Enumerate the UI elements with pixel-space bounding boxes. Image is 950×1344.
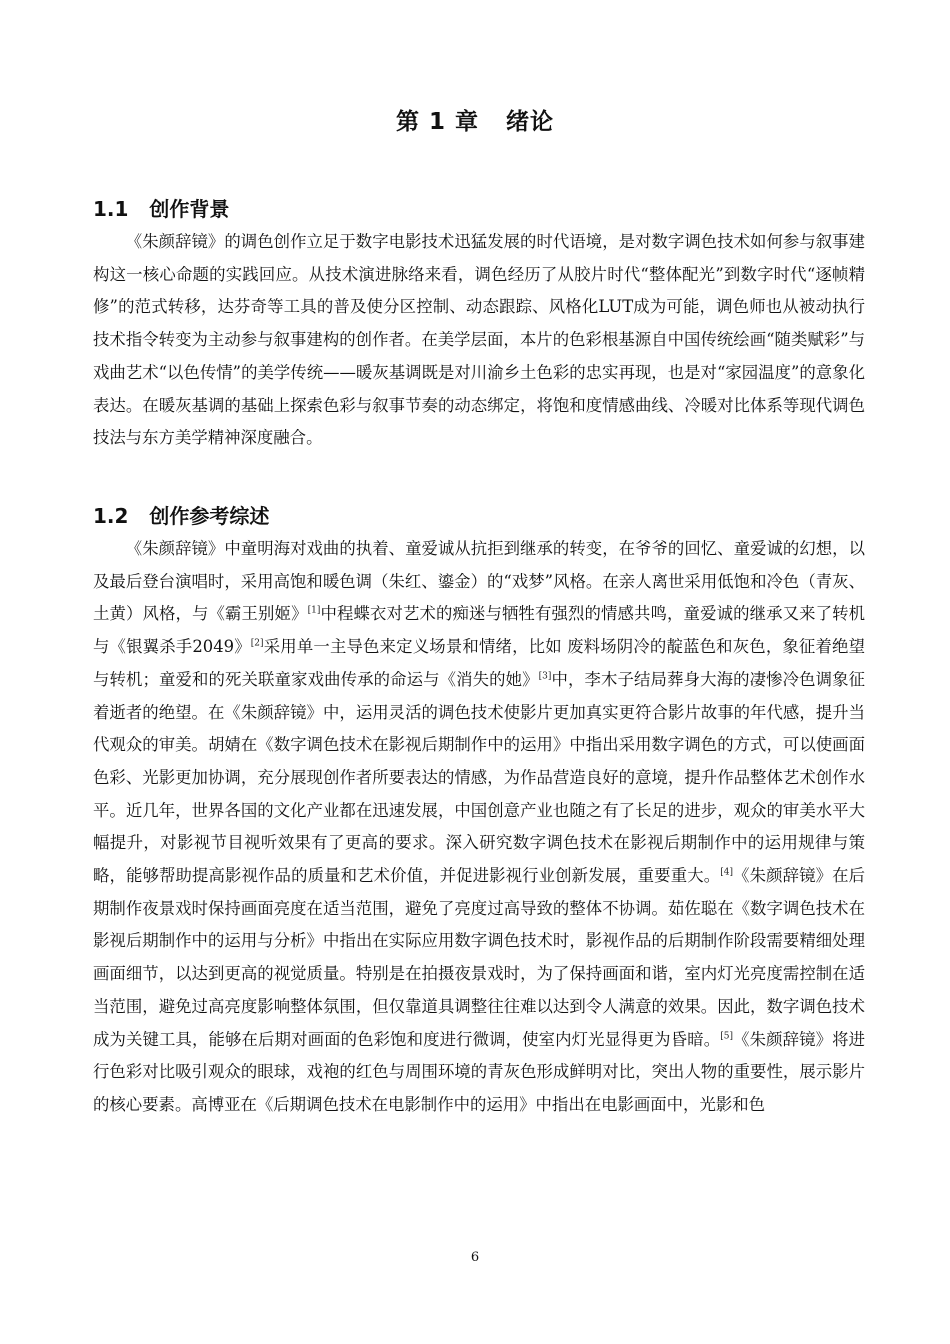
paragraph-text: 《朱颜辞镜》将进行色彩对比吸引观众的眼球，戏袍的红色与周围环境的青灰色形成鲜明对比，突出人物的重要性，展示影片的核心要素。高博亚在《后期调色技术在电影制作中的运用》中指出在电影画面中，光影和色	[93, 1029, 866, 1114]
chapter-title: 第 1 章 绪论	[395, 109, 555, 135]
section-1-1-paragraph: 《朱颜辞镜》的调色创作立足于数字电影技术迅猛发展的时代语境，是对数字调色技术如何参与叙事建构这一核心命题的实践回应。从技术演进脉络来看，调色经历了从胶片时代“整体配光”到数字时代“逐帧精修”的范式转移，达芬奇等工具的普及使分区控制、动态跟踪、风格化LUT成为可能，调色师也从被动执行技术指令转变为主动参与叙事建构的创作者。在美学层面，本片的色彩根基源自中国传统绘画“随类赋彩”与戏曲艺术“以色传情”的美学传统——暖灰基调既是对川渝乡土色彩的忠实再现，也是对“家园温度”的意象化表达。在暖灰基调的基础上探索色彩与叙事节奏的动态绑定，将饱和度情感曲线、冷暖对比体系等现代调色技法与东方美学精神深度融合。	[93, 232, 865, 448]
section-heading-1-1: 1.1 创作背景	[93, 197, 230, 221]
paragraph-text: 中，李木子结局葬身大海的凄惨冷色调象征着逝者的绝望。在《朱颜辞镜》中，运用灵活的调色技术使影片更加真实更符合影片故事的年代感，提升当代观众的审美。胡婧在《数字调色技术在影视后期制作中的运用》中指出采用数字调色的方式，可以使画面色彩、光影更加协调，充分展现创作者所要表达的情感，为作品营造良好的意境，提升作品整体艺术创作水平。近几年，世界各国的文化产业都在迅速发展，中国创意产业也随之有了长足的进步，观众的审美水平大幅提升，对影视节目视听效果有了更高的要求。深入研究数字调色技术在影视后期制作中的运用规律与策略，能够帮助提高影视作品的质量和艺术价值，并促进影视行业创新发展，重要重大。	[93, 669, 866, 886]
paragraph-text: 《朱颜辞镜》在后期制作夜景戏时保持画面亮度在适当范围，避免了亮度过高导致的整体不协调。茹佐聪在《数字调色技术在影视后期制作中的运用与分析》中指出在实际应用数字调色技术时，影视作品的后期制作阶段需要精细处理画面细节，以达到更高的视觉质量。特别是在拍摄夜景戏时，为了保持画面和谐，室内灯光亮度需控制在适当范围，避免过高亮度影响整体氛围，但仅靠道具调整往往难以达到令人满意的效果。因此，数字调色技术成为关键工具，能够在后期对画面的色彩饱和度进行微调，使室内灯光显得更为昏暗。	[93, 866, 866, 1049]
paragraph-text: 中程蝶衣对艺术的痴迷与牺牲有强烈的情感共鸣，童爱诚的继承又来了转机与《银翼杀手2049》	[93, 604, 866, 657]
citation-1: [1]	[307, 605, 321, 616]
paragraph-text: 采用单一主导色来定义场景和情绪，比如 废料场阴冷的靛蓝色和灰色，象征着绝望与转机；童爱和的死关联童家戏曲传承的命运与《消失的她》	[93, 637, 865, 689]
section-1-2-paragraph	[93, 533, 865, 1122]
section-heading-1-2: 1.2 创作参考综述	[93, 504, 270, 528]
citation-4: [4]	[720, 867, 733, 878]
paragraph-text: 《朱颜辞镜》中童明海对戏曲的执着、童爱诚从抗拒到继承的转变，在爷爷的回忆、童爱诚的幻想，以及最后登台演唱时，采用高饱和暖色调（朱红、鎏金）的“戏梦”风格。在亲人离世采用低饱和冷色（青灰、土黄）风格，与《霸王别姬》	[93, 539, 865, 624]
page-number: 6	[470, 1250, 480, 1265]
citation-5: [5]	[720, 1031, 733, 1042]
citation-3: [3]	[538, 671, 552, 682]
citation-2: [2]	[250, 638, 264, 649]
